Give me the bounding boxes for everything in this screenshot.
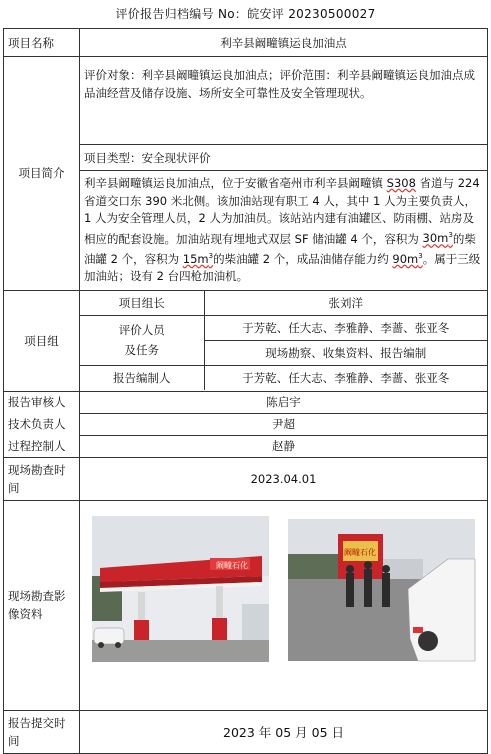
- evaluators-label-2: 及任务: [124, 343, 159, 358]
- volume-3: $90m^3$: [392, 251, 423, 266]
- photo1-sign-text: 阚疃石化: [216, 561, 248, 571]
- process-ctrl-value: 赵静: [80, 435, 488, 457]
- reviewer-label: 报告审核人: [4, 391, 80, 413]
- archive-label: 评价报告归档编号 No：: [115, 7, 248, 21]
- evaluators-value: 于芳乾、任大志、李雅静、李蔷、张亚冬: [204, 315, 487, 340]
- evaluators-label: [80, 315, 204, 365]
- survey-time-value: 2023.04.01: [80, 457, 488, 500]
- tech-lead-label: 技术负责人: [4, 413, 80, 435]
- volume-2: $15m^3$: [182, 251, 214, 266]
- project-name-value: 利辛县阚疃镇运良加油点: [80, 29, 488, 57]
- desc-part-1: 利辛县阚疃镇运良加油点，位于安徽省亳州市利辛县阚疃镇: [84, 176, 383, 190]
- team-label: 项目组: [4, 290, 80, 391]
- intro-description: [80, 171, 488, 291]
- survey-photos-label: 现场勘查影像资料: [4, 500, 80, 710]
- process-ctrl-label: 过程控制人: [4, 435, 80, 457]
- leader-value: 张刘洋: [204, 291, 487, 315]
- desc-part-5: 。属于三级加油站；设有 2 台四枪加油机。: [84, 251, 481, 284]
- survey-photos: [80, 501, 488, 709]
- submit-time-label: 报告提交时间: [4, 710, 80, 753]
- team-cell: [80, 290, 488, 391]
- photo-inspection: [288, 519, 475, 661]
- photo2-sign-text: 阚疃石化: [344, 548, 376, 558]
- intro-label: 项目简介: [4, 57, 80, 291]
- intro-type: 项目类型：安全现状评价: [80, 145, 488, 171]
- evaluators-label-1: 评价人员: [118, 323, 165, 338]
- intro-scope: 评价对象：利辛县阚疃镇运良加油点；评价范围：利辛县阚疃镇运良加油点成品油经营及储存设施、场所安全可靠性及安全管理现状。: [80, 57, 488, 145]
- report-table: [3, 28, 488, 754]
- desc-part-2: 省道与 224 省道交口东 390 米北侧。该加油站现有职工 4 人，其中 1 人为主要负责人，1 人为安全管理人员，2 人为加油员。该站站内建有油罐区、防雨棚、站房及相应的配套设施。加油站现有埋地式双层 SF 储油罐 4 个，容积为: [84, 176, 480, 246]
- project-name-label: 项目名称: [4, 29, 80, 57]
- photo-gas-station: [92, 516, 269, 662]
- volume-1: $30m^3$: [422, 231, 453, 246]
- survey-photos-cell: [80, 500, 488, 710]
- submit-time-value: 2023 年 05 月 05 日: [80, 710, 488, 753]
- desc-part-4: 的柴油罐 2 个，成品油储存能力约: [213, 251, 393, 266]
- leader-label: 项目组长: [80, 291, 204, 315]
- tech-lead-value: 尹超: [80, 413, 488, 435]
- desc-road: S308: [386, 176, 416, 190]
- desc-part-3: 的柴油罐 2 个，容积为: [84, 231, 476, 266]
- writers-label: 报告编制人: [80, 365, 204, 390]
- archive-number: 皖安评 20230500027: [247, 7, 376, 21]
- team-table: [80, 291, 487, 390]
- reviewer-value: 陈启宇: [80, 391, 488, 413]
- writers-value: 于芳乾、任大志、李雅静、李蔷、张亚冬: [204, 365, 487, 390]
- survey-time-label: 现场勘查时间: [4, 457, 80, 500]
- tasks-value: 现场勘察、收集资料、报告编制: [204, 340, 487, 365]
- archive-header: [0, 0, 491, 28]
